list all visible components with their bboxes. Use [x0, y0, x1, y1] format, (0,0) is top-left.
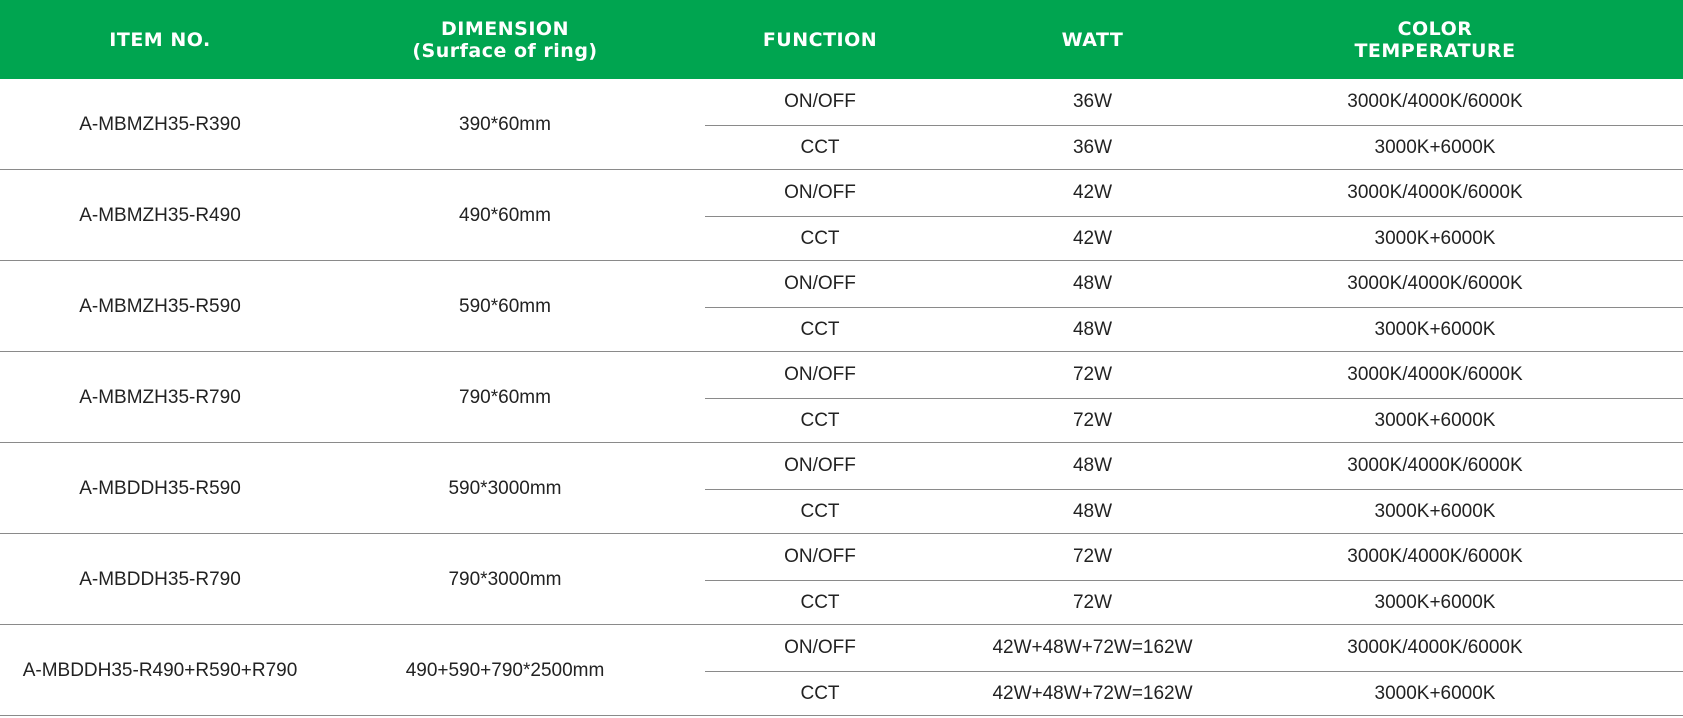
header-watt: WATT [1061, 28, 1124, 51]
dimension-cell: 590*3000mm [448, 477, 562, 499]
watt-cell: 72W [1072, 410, 1113, 431]
function-cell: CCT [800, 319, 840, 340]
watt-cell: 42W [1072, 182, 1113, 203]
color-temp-cell: 3000K+6000K [1374, 410, 1496, 431]
function-cell: ON/OFF [784, 455, 856, 476]
watt-cell: 72W [1072, 546, 1113, 567]
item-no-cell: A-MBDDH35-R490+R590+R790 [22, 659, 298, 681]
dimension-cell: 790*60mm [459, 386, 551, 408]
color-temp-cell: 3000K/4000K/6000K [1347, 91, 1523, 112]
item-no-cell: A-MBDDH35-R590 [79, 477, 241, 499]
color-temp-cell: 3000K+6000K [1374, 319, 1496, 340]
function-cell: ON/OFF [784, 364, 856, 385]
item-no-cell: A-MBMZH35-R490 [79, 204, 241, 226]
function-cell: ON/OFF [784, 182, 856, 203]
dimension-cell: 390*60mm [459, 113, 551, 135]
color-temp-cell: 3000K/4000K/6000K [1347, 182, 1523, 203]
color-temp-cell: 3000K+6000K [1374, 683, 1496, 704]
watt-cell: 42W+48W+72W=162W [992, 683, 1193, 704]
color-temp-cell: 3000K/4000K/6000K [1347, 546, 1523, 567]
color-temp-cell: 3000K+6000K [1374, 592, 1496, 613]
header-dimension-subtitle: (Surface of ring) [412, 39, 598, 62]
table-row-group [0, 625, 1683, 716]
watt-cell: 72W [1072, 592, 1113, 613]
table-row-group [0, 170, 1683, 261]
color-temp-cell: 3000K+6000K [1374, 501, 1496, 522]
watt-cell: 72W [1072, 364, 1113, 385]
function-cell: CCT [800, 592, 840, 613]
item-no-cell: A-MBMZH35-R590 [79, 295, 241, 317]
item-no-cell: A-MBMZH35-R790 [79, 386, 241, 408]
table-row-group [0, 79, 1683, 170]
table-row-group [0, 534, 1683, 625]
function-cell: ON/OFF [784, 546, 856, 567]
color-temp-cell: 3000K+6000K [1374, 228, 1496, 249]
header-color-title: COLOR [1397, 17, 1473, 40]
row-divider [0, 715, 1683, 716]
function-cell: ON/OFF [784, 91, 856, 112]
function-cell: ON/OFF [784, 273, 856, 294]
header-item-no: ITEM NO. [109, 28, 211, 51]
header-dimension-title: DIMENSION [441, 17, 569, 40]
header-color-subtitle: TEMPERATURE [1354, 39, 1516, 62]
function-cell: ON/OFF [784, 637, 856, 658]
dimension-cell: 590*60mm [459, 295, 551, 317]
watt-cell: 36W [1072, 137, 1113, 158]
watt-cell: 42W [1072, 228, 1113, 249]
header-function: FUNCTION [762, 28, 878, 51]
table-row-group [0, 261, 1683, 352]
watt-cell: 48W [1072, 501, 1113, 522]
function-cell: CCT [800, 137, 840, 158]
table-header [0, 0, 1683, 79]
table-row-group [0, 352, 1683, 443]
function-cell: CCT [800, 501, 840, 522]
item-no-cell: A-MBDDH35-R790 [79, 568, 241, 590]
color-temp-cell: 3000K/4000K/6000K [1347, 637, 1523, 658]
dimension-cell: 490*60mm [459, 204, 551, 226]
dimension-cell: 490+590+790*2500mm [405, 659, 605, 681]
color-temp-cell: 3000K+6000K [1374, 137, 1496, 158]
watt-cell: 36W [1072, 91, 1113, 112]
dimension-cell: 790*3000mm [448, 568, 562, 590]
item-no-cell: A-MBMZH35-R390 [79, 113, 241, 135]
color-temp-cell: 3000K/4000K/6000K [1347, 455, 1523, 476]
function-cell: CCT [800, 683, 840, 704]
function-cell: CCT [800, 228, 840, 249]
watt-cell: 48W [1072, 273, 1113, 294]
color-temp-cell: 3000K/4000K/6000K [1347, 364, 1523, 385]
header-color-temperature [1245, 0, 1625, 79]
watt-cell: 48W [1072, 319, 1113, 340]
watt-cell: 48W [1072, 455, 1113, 476]
function-cell: CCT [800, 410, 840, 431]
table-row-group [0, 443, 1683, 534]
color-temp-cell: 3000K/4000K/6000K [1347, 273, 1523, 294]
header-dimension [320, 0, 690, 79]
watt-cell: 42W+48W+72W=162W [992, 637, 1193, 658]
